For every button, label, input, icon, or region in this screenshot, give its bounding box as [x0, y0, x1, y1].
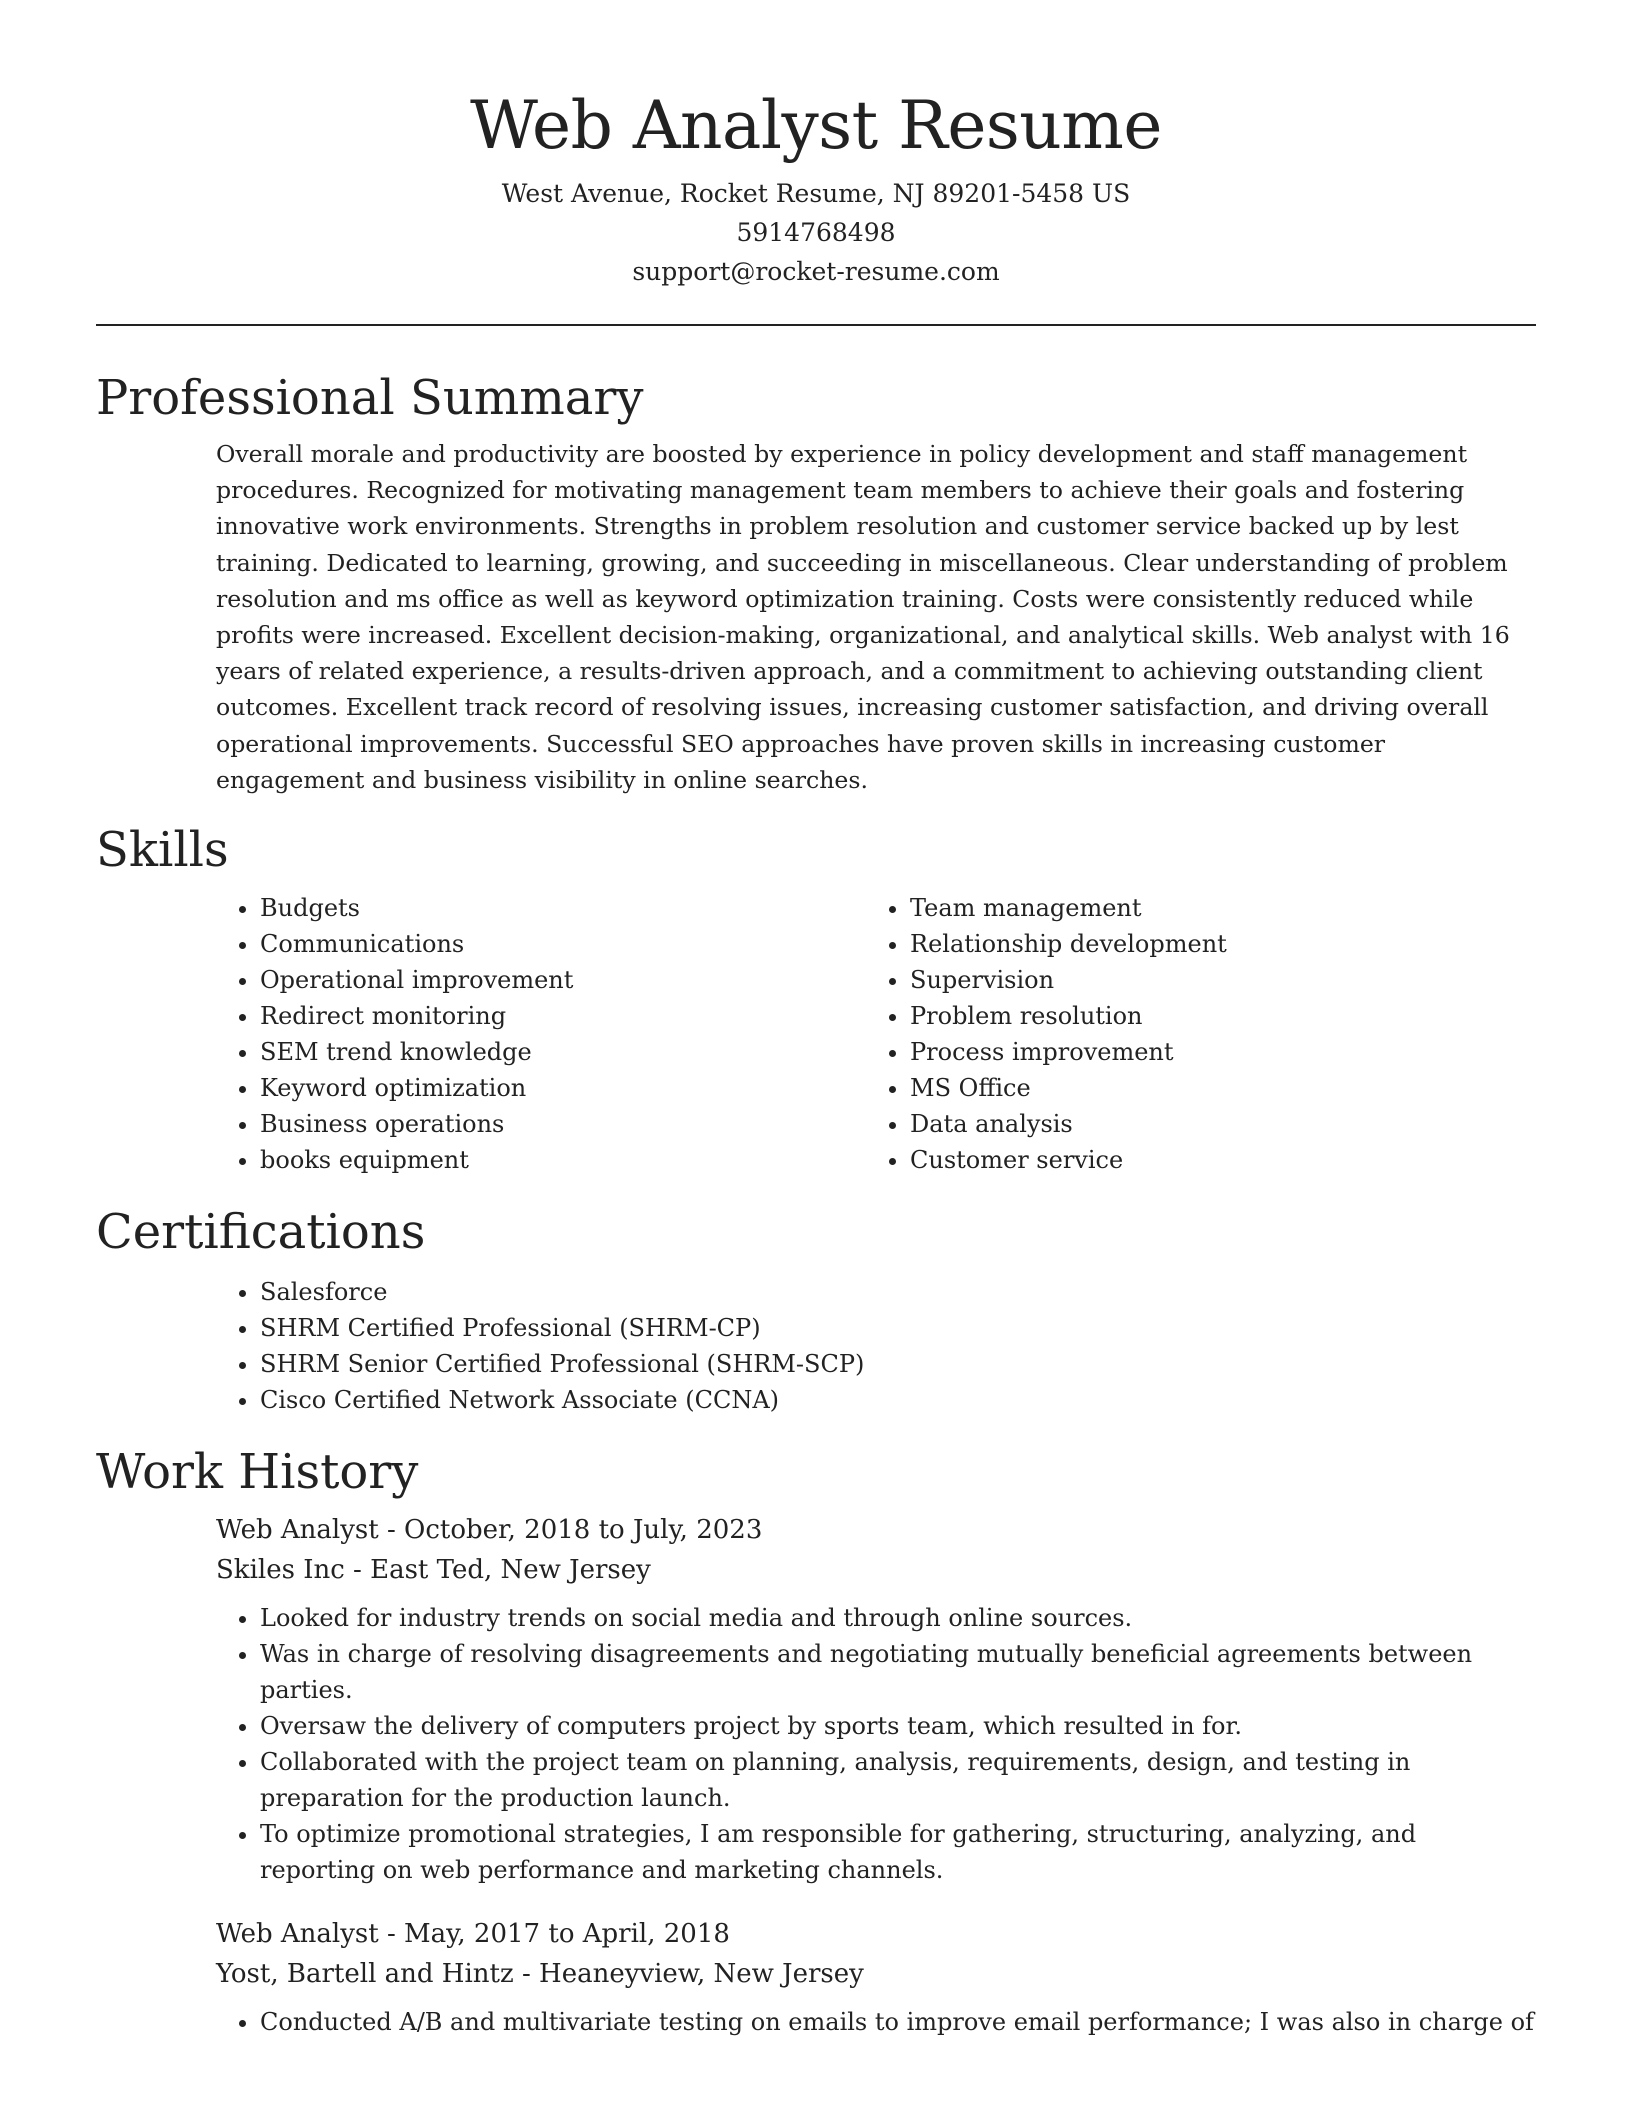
work-history-section — [96, 1442, 1536, 2040]
phone: 5914768498 — [736, 218, 896, 247]
skill-item: • Redirect monitoring — [260, 998, 746, 1034]
address: West Avenue, Rocket Resume, NJ 89201-5458 US — [501, 179, 1131, 208]
summary-heading: Professional Summary — [96, 370, 644, 426]
skill-item: • Supervision — [910, 962, 1396, 998]
certification-item: • SHRM Certified Professional (SHRM-CP) — [260, 1310, 1536, 1346]
job-bullet: • To optimize promotional strategies, I am responsible for gathering, structuring, analyzing, and reporting on web performance and marketing channels. — [260, 1816, 1536, 1888]
job-company-line — [216, 1954, 1536, 1994]
email: support@rocket-resume.com — [632, 257, 1000, 286]
skills-list-right — [746, 890, 1396, 1178]
skill-item: • Customer service — [910, 1142, 1396, 1178]
summary-section — [96, 368, 1536, 798]
skills-list-left — [96, 890, 746, 1178]
skill-item: • Budgets — [260, 890, 746, 926]
resume-title: Web Analyst Resume — [470, 87, 1162, 164]
resume-header — [96, 0, 1536, 291]
job-entry — [96, 1914, 1536, 2040]
job-entry — [96, 1510, 1536, 1888]
resume-page — [96, 0, 1536, 2040]
certifications-list — [96, 1274, 1536, 1418]
certifications-section — [96, 1202, 1536, 1418]
contact-info — [96, 174, 1536, 291]
job-position-line — [216, 1914, 1536, 1954]
separator: - — [378, 1515, 405, 1546]
job-position: Web Analyst — [216, 1515, 379, 1546]
job-bullet: • Oversaw the delivery of computers project by sports team, which resulted in for. — [260, 1708, 1536, 1744]
job-bullet: • Was in charge of resolving disagreements and negotiating mutually beneficial agreements between parties. — [260, 1636, 1536, 1708]
certification-item: • Salesforce — [260, 1274, 1536, 1310]
job-position-line — [216, 1510, 1536, 1550]
job-location: East Ted, New Jersey — [370, 1555, 651, 1586]
separator: - — [344, 1555, 371, 1586]
summary-text: Overall morale and productivity are boosted by experience in policy development and staff management procedures. Recognized for motivating management team members to achieve their goals and fostering innovative work environments. Strengths in problem resolution and customer service backed up by lest training. Dedicated to learning, growing, and succeeding in miscellaneous. Clear understanding of problem resolution and ms office as well as keyword optimization training. Costs were consistently reduced while profits were increased. Excellent decision-making, organizational, and analytical skills. Web analyst with 16 years of related experience, a results-driven approach, and a commitment to achieving outstanding client outcomes. Excellent track record of resolving issues, increasing customer satisfaction, and driving overall operational improvements. Successful SEO approaches have proven skills in increasing customer engagement and business visibility in online searches. — [216, 440, 1510, 794]
job-company: Skiles Inc — [216, 1555, 345, 1586]
skills-columns — [96, 890, 1536, 1178]
skill-item: • MS Office — [910, 1070, 1396, 1106]
job-bullet: • Collaborated with the project team on planning, analysis, requirements, design, and testing in preparation for the production launch. — [260, 1744, 1536, 1816]
skill-item: • books equipment — [260, 1142, 746, 1178]
skill-item: • Keyword optimization — [260, 1070, 746, 1106]
job-position: Web Analyst — [216, 1919, 379, 1950]
separator: - — [378, 1919, 405, 1950]
skill-item: • Relationship development — [910, 926, 1396, 962]
job-bullet: • Looked for industry trends on social media and through online sources. — [260, 1600, 1536, 1636]
skill-item: • Business operations — [260, 1106, 746, 1142]
skill-item: • Operational improvement — [260, 962, 746, 998]
certifications-heading: Certifications — [96, 1204, 426, 1261]
certification-item: • SHRM Senior Certified Professional (SHRM-SCP) — [260, 1346, 1536, 1382]
skills-section — [96, 820, 1536, 1178]
separator: - — [513, 1959, 540, 1990]
skill-item: • Team management — [910, 890, 1396, 926]
work-history-heading: Work History — [96, 1444, 419, 1501]
skill-item: • Process improvement — [910, 1034, 1396, 1070]
job-bullet: • Conducted A/B and multivariate testing on emails to improve email performance; I was also in charge of — [260, 2004, 1536, 2040]
certification-item: • Cisco Certified Network Associate (CCNA) — [260, 1382, 1536, 1418]
skill-item: • Problem resolution — [910, 998, 1396, 1034]
header-divider — [96, 324, 1536, 326]
skill-item: • Data analysis — [910, 1106, 1396, 1142]
job-company-line — [216, 1550, 1536, 1590]
skill-item: • Communications — [260, 926, 746, 962]
job-dates: October, 2018 to July, 2023 — [404, 1515, 763, 1546]
job-bullets — [96, 2004, 1536, 2040]
job-location: Heaneyview, New Jersey — [539, 1959, 864, 1990]
job-company: Yost, Bartell and Hintz — [216, 1959, 514, 1990]
skills-heading: Skills — [96, 822, 229, 879]
job-bullets — [96, 1600, 1536, 1888]
job-dates: May, 2017 to April, 2018 — [404, 1919, 730, 1950]
skill-item: • SEM trend knowledge — [260, 1034, 746, 1070]
